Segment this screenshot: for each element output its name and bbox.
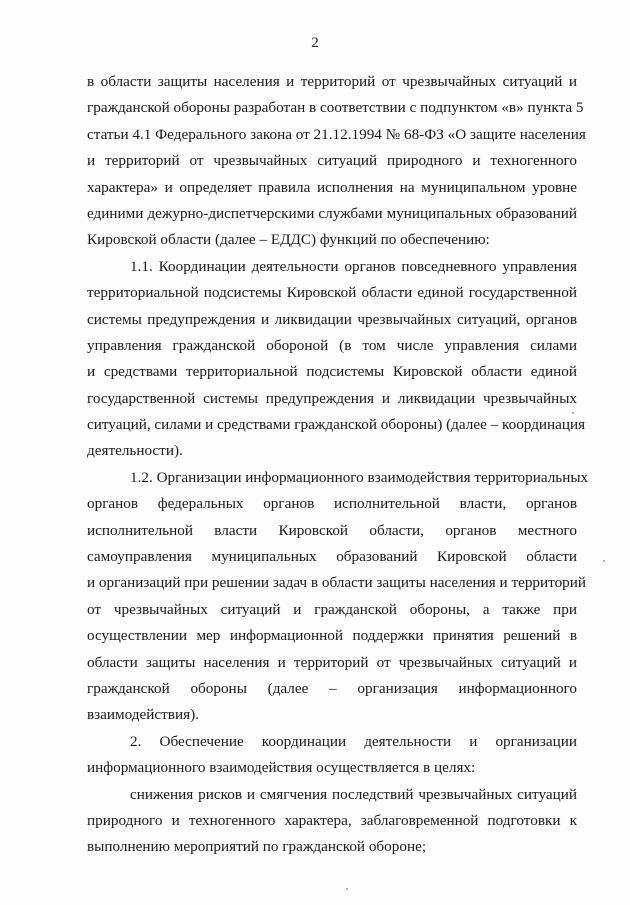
text-line: Кировской области (далее – ЕДДС) функций по обеспечению: bbox=[87, 231, 490, 249]
text-line: природного и техногенного характера, заблаговременной подготовки к bbox=[87, 811, 577, 829]
text-line: деятельности). bbox=[87, 442, 183, 460]
text-line: статьи 4.1 Федерального закона от 21.12.1994 № 68-ФЗ «О защите населения bbox=[87, 125, 586, 143]
text-line: характера» и определяет правила исполнения на муниципальном уровне bbox=[87, 178, 577, 196]
text-line: 2. Обеспечение координации деятельности и организации bbox=[130, 732, 577, 750]
paragraph-p-2 bbox=[87, 729, 577, 782]
text-line: выполнению мероприятий по гражданской обороне; bbox=[87, 838, 427, 856]
text-line: государственной системы предупреждения и ликвидации чрезвычайных bbox=[87, 389, 577, 407]
scan-speck bbox=[572, 412, 574, 414]
paragraph-p-1-1 bbox=[87, 254, 586, 465]
text-line: системы предупреждения и ликвидации чрезвычайных ситуаций, органов bbox=[87, 310, 577, 328]
text-line: и территорий от чрезвычайных ситуаций природного и техногенного bbox=[87, 152, 577, 170]
page-number: 2 bbox=[311, 35, 319, 51]
text-line: в области защиты населения и территорий от чрезвычайных ситуаций и bbox=[87, 73, 577, 90]
document-body bbox=[87, 69, 589, 861]
text-line: органов федеральных органов исполнительной власти, органов bbox=[87, 495, 577, 513]
text-line: гражданской обороны (далее – организация информационного bbox=[87, 679, 577, 697]
text-line: территориальной подсистемы Кировской области единой государственной bbox=[87, 284, 577, 302]
text-line: управления гражданской обороной (в том числе управления силами bbox=[87, 336, 577, 354]
text-line: самоуправления муниципальных образований Кировской области bbox=[87, 548, 577, 566]
text-line: и организаций при решении задач в области защиты населения и территорий bbox=[87, 574, 587, 592]
text-line: снижения рисков и смягчения последствий чрезвычайных ситуаций bbox=[130, 785, 577, 803]
text-line: исполнительной власти Кировской области, органов местного bbox=[87, 521, 577, 539]
text-line: 1.2. Организации информационного взаимодействия территориальных bbox=[130, 468, 589, 486]
text-line: 1.1. Координации деятельности органов повседневного управления bbox=[130, 257, 577, 275]
text-line: взаимодействия). bbox=[87, 706, 199, 724]
text-line: гражданской обороны разработан в соответствии с подпунктом «в» пункта 5 bbox=[87, 99, 584, 117]
text-line: единими дежурно-диспетчерскими службами муниципальных образований bbox=[87, 204, 577, 222]
text-line: области защиты населения и территорий от чрезвычайных ситуаций и bbox=[87, 653, 577, 671]
paragraph-intro bbox=[87, 69, 586, 254]
scan-speck bbox=[346, 888, 348, 890]
text-line: и средствами территориальной подсистемы Кировской области единой bbox=[87, 363, 577, 381]
text-line: осуществлении мер информационной поддержки принятия решений в bbox=[87, 627, 577, 645]
text-line: ситуаций, силами и средствами гражданской обороны) (далее – координация bbox=[87, 416, 586, 434]
scan-speck bbox=[603, 560, 605, 562]
text-line: от чрезвычайных ситуаций и гражданской обороны, а также при bbox=[87, 600, 577, 618]
paragraph-p-1-2 bbox=[87, 465, 589, 729]
paragraph-p-2-a bbox=[87, 782, 577, 861]
text-line: информационного взаимодействия осуществляется в целях: bbox=[87, 759, 476, 777]
